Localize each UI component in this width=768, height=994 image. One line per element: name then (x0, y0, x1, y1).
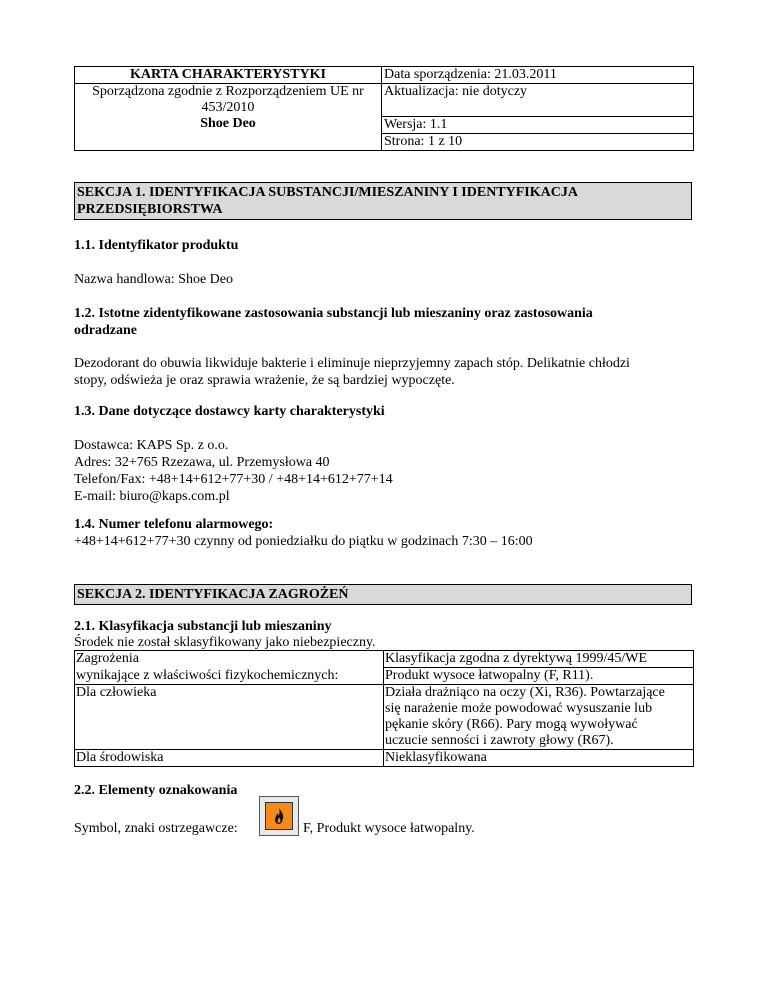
trade-name: Nazwa handlowa: Shoe Deo (74, 272, 234, 287)
doc-regulation (75, 84, 382, 117)
table-cell: Zagrożenia (75, 651, 384, 668)
heading-2-2: 2.2. Elementy oznakowania (74, 783, 238, 798)
doc-page: Strona: 1 z 10 (382, 133, 694, 150)
cell-line: pękanie skóry (R66). Pary mogą wywoływać (385, 717, 638, 732)
classification-table (74, 650, 694, 767)
section1-heading-line2: PRZEDSIĘBIORSTWA (77, 202, 223, 217)
doc-title: KARTA CHARAKTERYSTYKI (75, 67, 382, 84)
product-use-line1: Dezodorant do obuwia likwiduje bakterie i eliminuje nieprzyjemny zapach stóp. Delikatnie chłodzi (74, 356, 630, 371)
symbol-label: Symbol, znaki ostrzegawcze: (74, 821, 238, 836)
header-table (74, 66, 694, 151)
cell-line: uczucie senności i zawroty głowy (R67). (385, 733, 614, 748)
product-use-line2: stopy, odświeża je oraz sprawia wrażenie, że są bardziej wypoczęte. (74, 373, 455, 388)
supplier-address: Adres: 32+765 Rzezawa, ul. Przemysłowa 40 (74, 455, 330, 470)
doc-regulation-line2: 453/2010 (201, 100, 255, 115)
table-cell: Dla człowieka (75, 685, 384, 750)
not-classified-note: Środek nie został sklasyfikowany jako niebezpieczny. (74, 635, 376, 650)
heading-1-4: 1.4. Numer telefonu alarmowego: (74, 517, 274, 532)
symbol-description: F, Produkt wysoce łatwopalny. (303, 821, 475, 836)
pictogram-square (265, 802, 293, 830)
table-cell: Nieklasyfikowana (384, 750, 694, 767)
heading-1-3: 1.3. Dane dotyczące dostawcy karty charakterystyki (74, 404, 385, 419)
heading-1-2-line2: odradzane (74, 323, 137, 338)
doc-regulation-line1: Sporządzona zgodnie z Rozporządzeniem UE nr (92, 84, 364, 99)
supplier-email: E-mail: biuro@kaps.com.pl (74, 489, 230, 504)
flame-icon (266, 803, 292, 829)
hazard-pictogram (259, 796, 299, 836)
table-cell (384, 685, 694, 750)
cell-line: Działa drażniąco na oczy (Xi, R36). Powtarzające (385, 685, 665, 700)
heading-1-1: 1.1. Identyfikator produktu (74, 238, 239, 253)
table-cell: Dla środowiska (75, 750, 384, 767)
doc-date: Data sporządzenia: 21.03.2011 (382, 67, 694, 84)
table-cell: wynikające z właściwości fizykochemicznych: (75, 668, 384, 685)
heading-1-2-line1: 1.2. Istotne zidentyfikowane zastosowania substancji lub mieszaniny oraz zastosowania (74, 306, 593, 321)
doc-update: Aktualizacja: nie dotyczy (382, 84, 694, 117)
header-empty-cell (75, 133, 382, 150)
section1-heading-line1: SEKCJA 1. IDENTYFIKACJA SUBSTANCJI/MIESZANINY I IDENTYFIKACJA (77, 185, 578, 200)
table-row (75, 750, 694, 767)
heading-1-2 (74, 305, 694, 339)
table-cell: Produkt wysoce łatwopalny (F, R11). (384, 668, 694, 685)
supplier-name: Dostawca: KAPS Sp. z o.o. (74, 438, 229, 453)
table-row (75, 668, 694, 685)
section2-heading: SEKCJA 2. IDENTYFIKACJA ZAGROŻEŃ (74, 584, 692, 605)
doc-product: Shoe Deo (75, 116, 382, 133)
table-row (75, 685, 694, 750)
section1-heading (74, 182, 692, 220)
cell-line: się narażenie może powodować wysuszanie lub (385, 701, 653, 716)
supplier-phone: Telefon/Fax: +48+14+612+77+30 / +48+14+612+77+14 (74, 472, 393, 487)
heading-2-1: 2.1. Klasyfikacja substancji lub mieszaniny (74, 619, 332, 634)
table-cell: Klasyfikacja zgodna z dyrektywą 1999/45/WE (384, 651, 694, 668)
emergency-phone: +48+14+612+77+30 czynny od poniedziałku do piątku w godzinach 7:30 – 16:00 (74, 534, 533, 549)
table-row (75, 651, 694, 668)
doc-version: Wersja: 1.1 (382, 116, 694, 133)
supplier-details (74, 437, 694, 505)
product-use (74, 355, 694, 389)
